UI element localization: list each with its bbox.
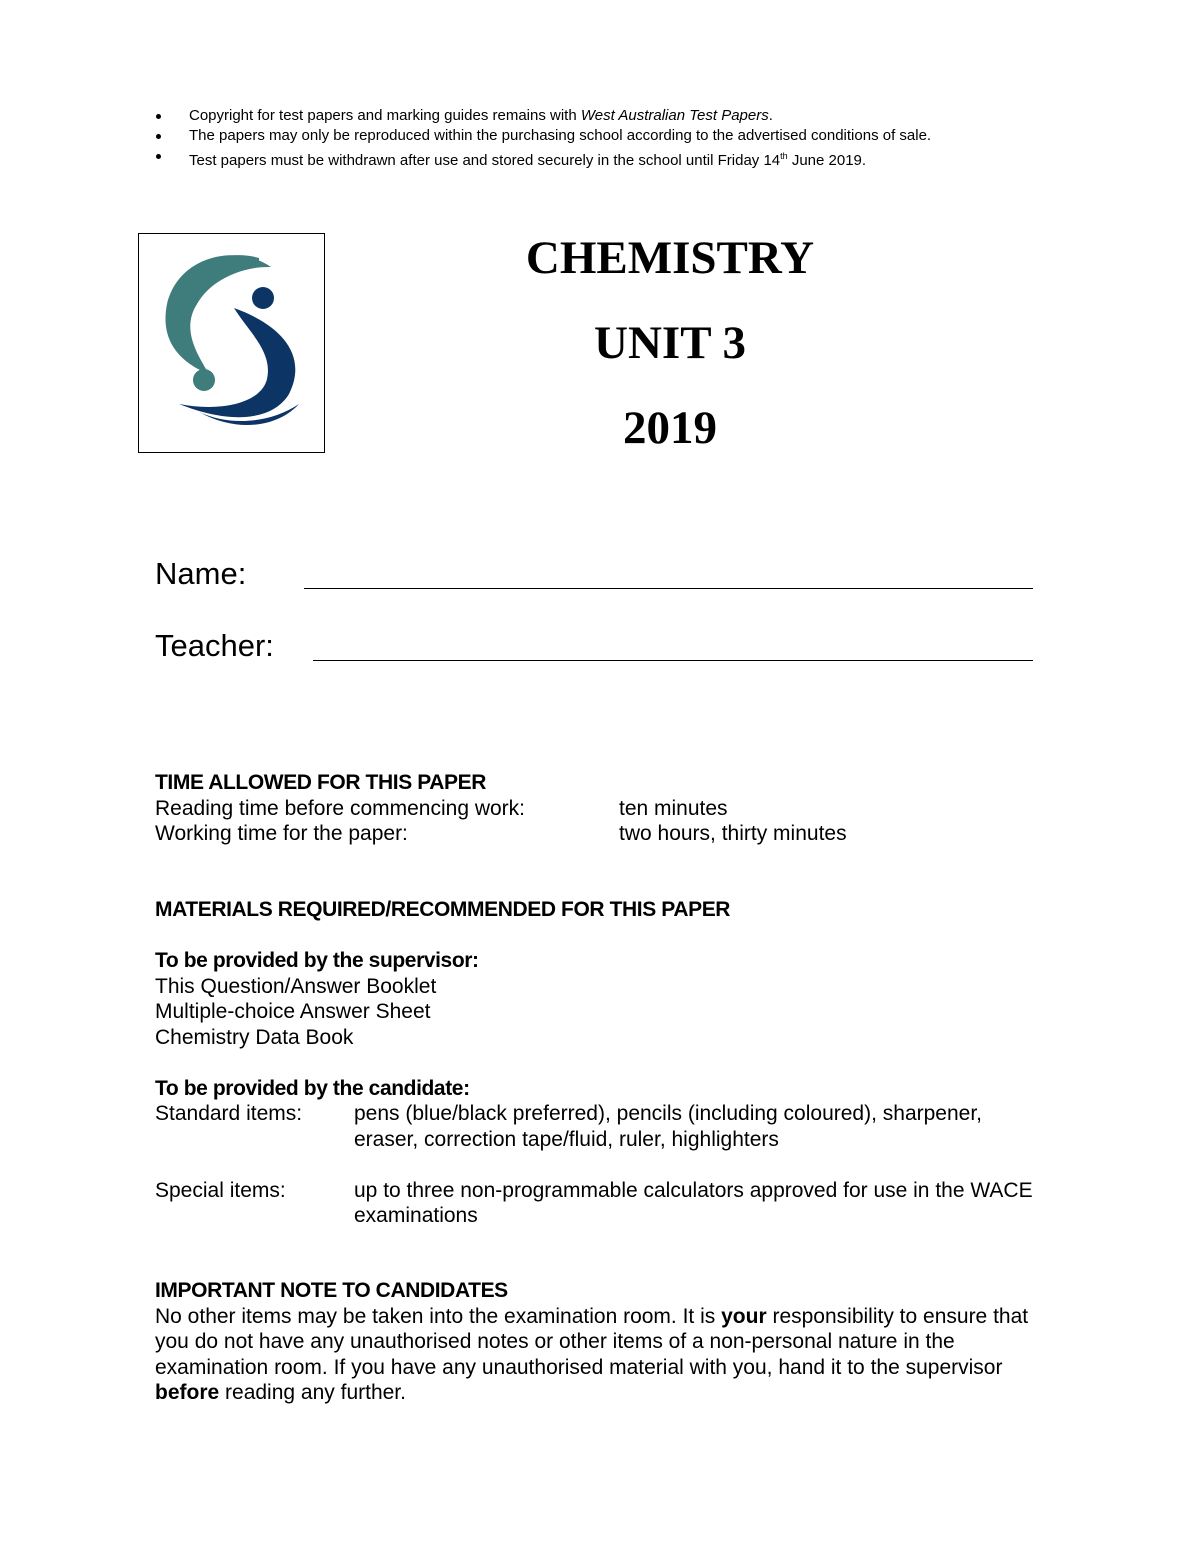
teacher-label: Teacher: bbox=[155, 628, 274, 663]
standard-items-row bbox=[155, 1101, 1034, 1152]
copyright-notice-list bbox=[153, 106, 931, 171]
supervisor-item: This Question/Answer Booklet bbox=[155, 974, 437, 998]
time-allowed-heading: TIME ALLOWED FOR THIS PAPER bbox=[155, 771, 487, 794]
paper-title bbox=[470, 228, 870, 483]
year-title: 2019 bbox=[623, 402, 717, 454]
standard-items-label: Standard items: bbox=[155, 1102, 303, 1125]
working-time-row bbox=[155, 821, 847, 847]
publisher-logo bbox=[138, 233, 325, 453]
logo-navy-dot bbox=[252, 287, 274, 309]
reading-time-row bbox=[155, 796, 728, 822]
reading-time-label: Reading time before commencing work: bbox=[155, 796, 526, 820]
time-allowed-section bbox=[155, 770, 847, 847]
working-time-value: two hours, thirty minutes bbox=[619, 822, 847, 845]
swirl-logo-icon bbox=[139, 234, 326, 454]
copyright-notice-item: Copyright for test papers and marking guides remains with West Australian Test Papers. bbox=[153, 106, 931, 126]
working-time-label: Working time for the paper: bbox=[155, 822, 408, 845]
special-items-label: Special items: bbox=[155, 1178, 286, 1202]
supervisor-heading: To be provided by the supervisor: bbox=[155, 949, 479, 972]
name-field[interactable] bbox=[304, 588, 1033, 589]
important-note-section bbox=[155, 1278, 1050, 1406]
important-note-heading: IMPORTANT NOTE TO CANDIDATES bbox=[155, 1279, 508, 1302]
subject-title: CHEMISTRY bbox=[525, 232, 815, 284]
reproduction-notice-item: The papers may only be reproduced within the purchasing school according to the advertised conditions of sale. bbox=[153, 126, 931, 146]
candidate-heading: To be provided by the candidate: bbox=[155, 1076, 470, 1100]
materials-section bbox=[155, 897, 1034, 1229]
reading-time-value: ten minutes bbox=[619, 796, 728, 820]
materials-heading: MATERIALS REQUIRED/RECOMMENDED FOR THIS PAPER bbox=[155, 898, 731, 921]
name-label: Name: bbox=[155, 556, 247, 591]
teacher-field[interactable] bbox=[313, 660, 1033, 661]
logo-teal-swirl bbox=[165, 255, 271, 374]
supervisor-item: Multiple-choice Answer Sheet bbox=[155, 1000, 431, 1023]
special-items-value: up to three non-programmable calculators approved for use in the WACE examinations bbox=[354, 1178, 1033, 1227]
logo-teal-dot bbox=[193, 369, 215, 391]
unit-title: UNIT 3 bbox=[594, 317, 746, 369]
special-items-row bbox=[155, 1178, 1034, 1229]
supervisor-item: Chemistry Data Book bbox=[155, 1025, 354, 1049]
standard-items-value: pens (blue/black preferred), pencils (including coloured), sharpener, eraser, correction tape/fluid, ruler, highlighters bbox=[354, 1102, 983, 1151]
important-note-text: No other items may be taken into the examination room. It is your responsibility to ensure that you do not have any unauthorised notes or other items of a non-personal nature in the examination room. If you have any unauthorised material with you, hand it to the supervisor before reading any further. bbox=[155, 1304, 1029, 1404]
withdrawal-notice-item: Test papers must be withdrawn after use and stored securely in the school until Friday 14th June 2019. bbox=[153, 146, 931, 171]
